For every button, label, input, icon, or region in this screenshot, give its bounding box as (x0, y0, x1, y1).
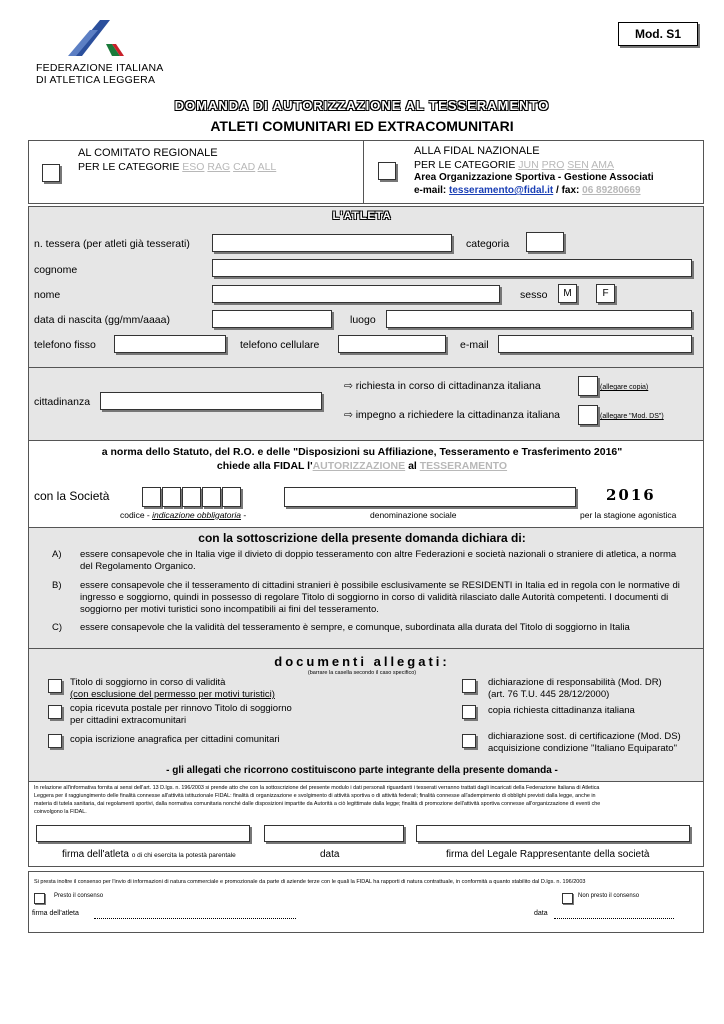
codice-digit-4[interactable] (202, 487, 221, 507)
declarations-title: con la sottoscrizione della presente domanda dichiara di: (198, 531, 526, 545)
cittadinanza-label: cittadinanza (34, 396, 91, 408)
tessera-input[interactable] (212, 234, 452, 252)
org-name-line2: DI ATLETICA LEGGERA (36, 74, 156, 86)
declaration-a-line: essere consapevole che in Italia vige il divieto di doppio tesseramento con altre Federazioni e società nazionali o straniere di atletica, a norma (80, 549, 677, 560)
codice-digit-5[interactable] (222, 487, 241, 507)
categoria-input[interactable] (526, 232, 564, 252)
telefono-fisso-label: telefono fisso (34, 339, 96, 351)
attach-mod-ds-checkbox[interactable] (462, 734, 476, 748)
comitato-regionale-title: AL COMITATO REGIONALE (78, 147, 218, 159)
categoria-label: categoria (466, 238, 510, 250)
citizenship-option-1-note: (allegare copia) (600, 384, 649, 391)
firma-data-input[interactable] (264, 825, 404, 842)
firma-atleta-label: firma dell'atleta o di chi esercita la potestà parentale (62, 849, 236, 860)
declaration-b-letter: B) (52, 580, 62, 591)
attach-mod-dr-checkbox[interactable] (462, 679, 476, 693)
consent-no-checkbox[interactable] (562, 893, 573, 904)
firma-legale-label: firma del Legale Rappresentante della società (446, 849, 650, 860)
attach-left-1-line: (con esclusione del permesso per motivi turistici) (70, 689, 275, 700)
codice-digit-3[interactable] (182, 487, 201, 507)
nome-input[interactable] (212, 285, 500, 303)
luogo-input[interactable] (386, 310, 692, 328)
codice-digit-2[interactable] (162, 487, 181, 507)
telefono-cellulare-label: telefono cellulare (240, 339, 320, 351)
cognome-input[interactable] (212, 259, 692, 277)
attachments-subtitle: (barrare la casella secondo il caso specifico) (307, 670, 417, 676)
comitato-regionale-checkbox[interactable] (42, 164, 60, 182)
citizenship-request-checkbox[interactable] (578, 376, 598, 396)
athlete-email-label: e-mail (460, 339, 489, 351)
org-name-line1: FEDERAZIONE ITALIANA (36, 62, 164, 74)
cognome-label: cognome (34, 264, 78, 276)
consent-firma-label: firma dell'atleta (32, 910, 79, 917)
sex-f-checkbox[interactable]: F (596, 284, 615, 303)
comitato-categories: PER LE CATEGORIE ESO RAG CAD ALL (78, 161, 277, 173)
attach-right-1-line: (art. 76 T.U. 445 28/12/2000) (488, 689, 610, 700)
attach-left-2-line: per cittadini extracomunitari (70, 715, 187, 726)
fidal-contacts: e-mail: tesseramento@fidal.it / fax: 06 89280669 (414, 185, 641, 196)
declaration-a-letter: A) (52, 549, 62, 560)
fidal-nazionale-checkbox[interactable] (378, 162, 396, 180)
sex-m-checkbox[interactable]: M (558, 284, 577, 303)
societa-label: con la Società (34, 489, 110, 503)
nome-label: nome (34, 289, 61, 301)
luogo-label: luogo (350, 314, 376, 326)
athlete-title: L'ATLETA (332, 210, 392, 222)
attach-left-1-line: Titolo di soggiorno in corso di validità (70, 677, 226, 688)
privacy-text-line: Leggera per il raggiungimento delle finalità connesse all'attività istituzionale FIDAL: finalità di organizzazione e svolgimento di attività sportiva o di attività federali; finalità connesse all'adempimento di obblighi previsti dalla legge, anche in (34, 793, 596, 799)
attach-right-3-line: dichiarazione sost. di certificazione (Mod. DS) (488, 731, 681, 742)
privacy-text-line: In relazione all'informativa fornita ai sensi dell'art. 13 D.lgs. n. 196/2003 si prende atto che con la sottoscrizione del presente modulo i dati personali riguardanti i tesserati verranno trattati dagli incaricati della Federazione Italiana di Atletica (34, 785, 600, 791)
attach-ricevuta-postale-checkbox[interactable] (48, 705, 62, 719)
citizenship-option-1: ⇨ richiesta in corso di cittadinanza italiana (344, 380, 541, 392)
attach-right-1-line: dichiarazione di responsabilità (Mod. DR) (488, 677, 662, 688)
fidal-area: Area Organizzazione Sportiva - Gestione Associati (414, 172, 654, 183)
firma-atleta-input[interactable] (36, 825, 250, 842)
firma-legale-input[interactable] (416, 825, 690, 842)
stagione-year: 2016 (606, 486, 656, 504)
consent-yes-label: Presto il consenso (54, 893, 104, 899)
mod-label: Mod. S1 (634, 27, 681, 41)
denominazione-label: denominazione sociale (370, 510, 457, 520)
stagione-label: per la stagione agonistica (580, 510, 677, 520)
consent-data-line[interactable] (554, 918, 674, 919)
athlete-email-input[interactable] (498, 335, 692, 353)
declaration-b-line: ingresso e soggiorno, quindi in possesso di regolare Titolo di soggiorno in corso di validità rilasciato dalle Autorità competenti. I documenti di (80, 592, 669, 603)
denominazione-input[interactable] (284, 487, 576, 507)
fidal-logo-icon (62, 18, 126, 58)
request-line-2: chiede alla FIDAL l'AUTORIZZAZIONE al TESSERAMENTO (216, 460, 508, 472)
addressee-divider (363, 141, 364, 203)
consent-no-label: Non presto il consenso (578, 893, 640, 899)
form-subtitle: ATLETI COMUNITARI ED EXTRACOMUNITARI (210, 118, 514, 134)
privacy-text-line: materia di tutela sanitaria, dai regolamenti sportivi, dalla normativa comunitaria nonché dalle disposizioni impartite da Autorità a ciò legittimate dalla legge; finalità di promozione dell'attività sportiva connesse all'organizzazione di eventi che (34, 801, 601, 807)
consent-data-label: data (534, 910, 548, 917)
firma-data-label: data (320, 849, 340, 860)
fidal-nazionale-title: ALLA FIDAL NAZIONALE (414, 145, 540, 157)
mod-box (618, 22, 698, 46)
form-title: DOMANDA DI AUTORIZZAZIONE AL TESSERAMENTO (174, 98, 550, 113)
tessera-label: n. tessera (per atleti già tesserati) (34, 238, 190, 250)
attach-left-2-line: copia ricevuta postale per rinnovo Titolo di soggiorno (70, 703, 292, 714)
telefono-fisso-input[interactable] (114, 335, 226, 353)
attach-right-3-line: acquisizione condizione "Italiano Equiparato" (488, 743, 677, 754)
attachments-footer: - gli allegati che ricorrono costituiscono parte integrante della presente domanda - (166, 765, 558, 776)
citizenship-option-2-note: (allegare "Mod. DS") (600, 413, 664, 420)
attach-left-3-line: copia iscrizione anagrafica per cittadini comunitari (70, 734, 280, 745)
cittadinanza-input[interactable] (100, 392, 322, 410)
consent-yes-checkbox[interactable] (34, 893, 45, 904)
declaration-b-line: essere consapevole che il tesseramento di cittadini stranieri è possibile esclusivamente se RESIDENTI in Italia ed in regola con le normative di (80, 580, 680, 591)
citizenship-option-2: ⇨ impegno a richiedere la cittadinanza italiana (344, 409, 561, 421)
declaration-c-line: essere consapevole che la validità del tesseramento è sempre, e comunque, subordinata alla durata del Titolo di soggiorno in Italia (80, 622, 630, 633)
request-line-1: a norma dello Statuto, del R.O. e delle "Disposizioni su Affiliazione, Tesseramento e Trasferimento 2016" (101, 446, 623, 458)
consent-text: Si presta inoltre il consenso per l'invio di informazioni di natura commerciale e promozionale da parte di aziende terze con le quali la FIDAL ha rapporti di natura contrattuale, in conformità a quanto stabilito dal D.lgs. n. 196/2003 (34, 879, 586, 885)
attach-iscrizione-anagrafica-checkbox[interactable] (48, 734, 62, 748)
codice-digit-1[interactable] (142, 487, 161, 507)
telefono-cellulare-input[interactable] (338, 335, 446, 353)
privacy-text-line: coinvolgono la FIDAL. (34, 809, 87, 815)
attach-titolo-soggiorno-checkbox[interactable] (48, 679, 62, 693)
sesso-label: sesso (520, 289, 548, 301)
nascita-label: data di nascita (gg/mm/aaaa) (34, 314, 170, 326)
attach-right-2-line: copia richiesta cittadinanza italiana (488, 705, 635, 716)
consent-firma-line[interactable] (94, 918, 296, 919)
codice-label: codice - indicazione obbligatoria - (120, 510, 247, 520)
fidal-categories: PER LE CATEGORIE JUN PRO SEN AMA (414, 159, 614, 171)
declaration-a-line: del Regolamento Organico. (80, 561, 196, 572)
fidal-fax: 06 89280669 (582, 185, 641, 196)
declaration-b-line: soggiorno per motivi turistici sono incompatibili ai fini del tesseramento. (80, 604, 379, 615)
citizenship-commitment-checkbox[interactable] (578, 405, 598, 425)
declaration-c-letter: C) (52, 622, 63, 633)
fidal-email-link[interactable]: tesseramento@fidal.it (449, 185, 554, 196)
nascita-input[interactable] (212, 310, 332, 328)
attach-richiesta-cittadinanza-checkbox[interactable] (462, 705, 476, 719)
attachments-title: documenti allegati: (274, 654, 450, 669)
